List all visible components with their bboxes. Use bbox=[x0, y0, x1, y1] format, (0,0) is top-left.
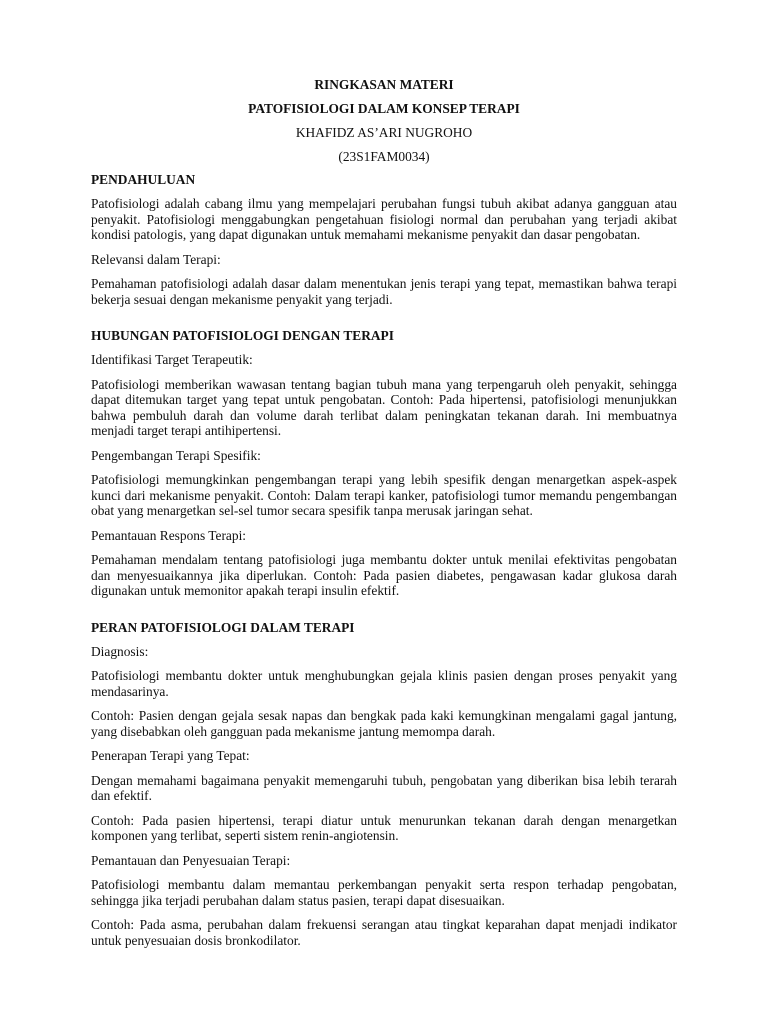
paragraph: Patofisiologi memberikan wawasan tentang bagian tubuh mana yang terpengaruh oleh penyakit, sehingga dapat ditemukan target yang tepat untuk pengobatan. Contoh: Pada hipertensi, patofisiologi menunjukkan bahwa pembuluh darah dan volume darah terlibat dalam peningkatan tekanan darah. Ini membuatnya menjadi target terapi antihipertensi. bbox=[91, 376, 677, 438]
paragraph: Contoh: Pasien dengan gejala sesak napas dan bengkak pada kaki kemungkinan mengalami gagal jantung, yang disebabkan oleh gangguan pada mekanisme jantung memompa darah. bbox=[91, 708, 677, 739]
document-title: RINGKASAN MATERI bbox=[314, 77, 454, 92]
paragraph: Patofisiologi adalah cabang ilmu yang mempelajari perubahan fungsi tubuh akibat adanya gangguan atau penyakit. Patofisiologi menggabungkan pengetahuan fisiologi normal dan perubahan yang terjadi akibat kondisi patologis, yang dapat digunakan untuk memahami mekanisme penyakit dan dasar pengobatan. bbox=[91, 196, 677, 242]
subsection-label: Pemantauan Respons Terapi: bbox=[91, 527, 247, 543]
subsection-label: Pengembangan Terapi Spesifik: bbox=[91, 447, 261, 463]
paragraph: Patofisiologi membantu dokter untuk menghubungkan gejala klinis pasien dengan proses penyakit yang mendasarinya. bbox=[91, 668, 677, 699]
paragraph: Patofisiologi memungkinkan pengembangan terapi yang lebih spesifik dengan menargetkan aspek-aspek kunci dari mekanisme penyakit. Contoh: Dalam terapi kanker, patofisiologi tumor memandu pengembangan obat yang menargetkan sel-sel tumor secara spesifik tanpa merusak jaringan sehat. bbox=[91, 472, 677, 518]
student-id: (23S1FAM0034) bbox=[338, 149, 430, 164]
paragraph: Pemahaman mendalam tentang patofisiologi juga membantu dokter untuk menilai efektivitas pengobatan dan menyesuaikannya jika diperlukan. Contoh: Pada pasien diabetes, pengawasan kadar glukosa darah digunakan untuk memonitor apakah terapi insulin efektif. bbox=[91, 552, 677, 598]
paragraph: Patofisiologi membantu dalam memantau perkembangan penyakit serta respon terhadap pengobatan, sehingga jika terjadi perubahan dalam status pasien, terapi dapat disesuaikan. bbox=[91, 877, 677, 908]
subsection-label: Relevansi dalam Terapi: bbox=[91, 251, 221, 267]
document-subtitle: PATOFISIOLOGI DALAM KONSEP TERAPI bbox=[248, 101, 520, 116]
author-name: KHAFIDZ AS’ARI NUGROHO bbox=[295, 125, 473, 140]
subsection-label: Diagnosis: bbox=[91, 643, 149, 659]
section-heading-hubungan: HUBUNGAN PATOFISIOLOGI DENGAN TERAPI bbox=[91, 328, 394, 343]
paragraph: Contoh: Pada asma, perubahan dalam frekuensi serangan atau tingkat keparahan dapat menjadi indikator untuk penyesuaian dosis bronkodilator. bbox=[91, 917, 677, 948]
subsection-label: Pemantauan dan Penyesuaian Terapi: bbox=[91, 852, 291, 868]
section-heading-peran: PERAN PATOFISIOLOGI DALAM TERAPI bbox=[91, 619, 355, 635]
paragraph: Pemahaman patofisiologi adalah dasar dalam menentukan jenis terapi yang tepat, memastikan bahwa terapi bekerja sesuai dengan mekanisme penyakit yang terjadi. bbox=[91, 276, 677, 307]
paragraph: Contoh: Pada pasien hipertensi, terapi diatur untuk menurunkan tekanan darah dengan menargetkan komponen yang terlibat, seperti sistem renin-angiotensin. bbox=[91, 812, 677, 843]
document-page bbox=[91, 76, 677, 957]
paragraph: Dengan memahami bagaimana penyakit memengaruhi tubuh, pengobatan yang diberikan bisa lebih terarah dan efektif. bbox=[91, 772, 677, 803]
section-heading-pendahuluan: PENDAHULUAN bbox=[91, 172, 196, 187]
subsection-label: Identifikasi Target Terapeutik: bbox=[91, 352, 253, 367]
subsection-label: Penerapan Terapi yang Tepat: bbox=[91, 748, 250, 763]
